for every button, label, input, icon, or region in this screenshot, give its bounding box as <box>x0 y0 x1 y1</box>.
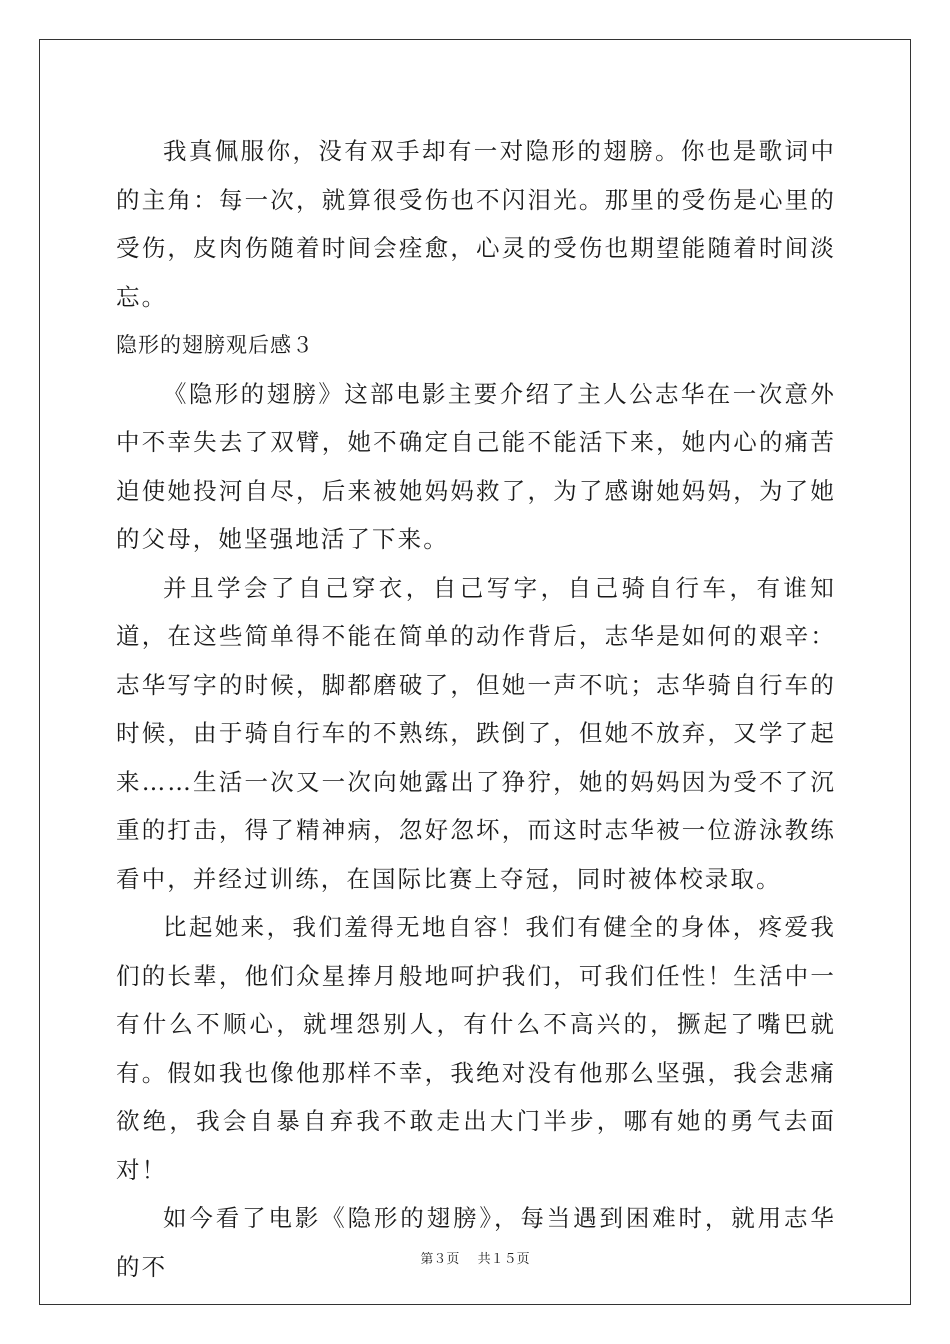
page-total: 共１５页 <box>477 1252 530 1267</box>
document-body <box>116 127 836 1291</box>
page-number: 第３页 <box>420 1252 460 1267</box>
paragraph: 比起她来，我们羞得无地自容！我们有健全的身体，疼爱我们的长辈，他们众星捧月般地呵护我们，可我们任性！生活中一有什么不顺心，就埋怨别人，有什么不高兴的，撅起了嘴巴就有。假如我也像他那样不幸，我绝对没有他那么坚强，我会悲痛欲绝，我会自暴自弃我不敢走出大门半步，哪有她的勇气去面对！ <box>116 913 836 1184</box>
paragraph: 我真佩服你，没有双手却有一对隐形的翅膀。你也是歌词中的主角：每一次，就算很受伤也不闪泪光。那里的受伤是心里的受伤，皮肉伤随着时间会痊愈，心灵的受伤也期望能随着时间淡忘。 <box>116 137 836 311</box>
paragraph: 《隐形的翅膀》这部电影主要介绍了主人公志华在一次意外中不幸失去了双臂，她不确定自己能不能活下来，她内心的痛苦迫使她投河自尽，后来被她妈妈救了，为了感谢她妈妈，为了她的父母，她坚强地活了下来。 <box>116 379 836 553</box>
page-footer <box>0 1248 950 1267</box>
paragraph: 如今看了电影《隐形的翅膀》，每当遇到困难时，就用志华的不 <box>116 1204 836 1281</box>
section-heading: 隐形的翅膀观后感３ <box>116 333 314 357</box>
paragraph: 并且学会了自己穿衣，自己写字，自己骑自行车，有谁知道，在这些简单得不能在简单的动作背后，志华是如何的艰辛：志华写字的时候，脚都磨破了，但她一声不吭；志华骑自行车的时候，由于骑自行车的不熟练，跌倒了，但她不放弃，又学了起来……生活一次又一次向她露出了狰狞，她的妈妈因为受不了沉重的打击，得了精神病，忽好忽坏，而这时志华被一位游泳教练看中，并经过训练，在国际比赛上夺冠，同时被体校录取。 <box>116 573 836 893</box>
